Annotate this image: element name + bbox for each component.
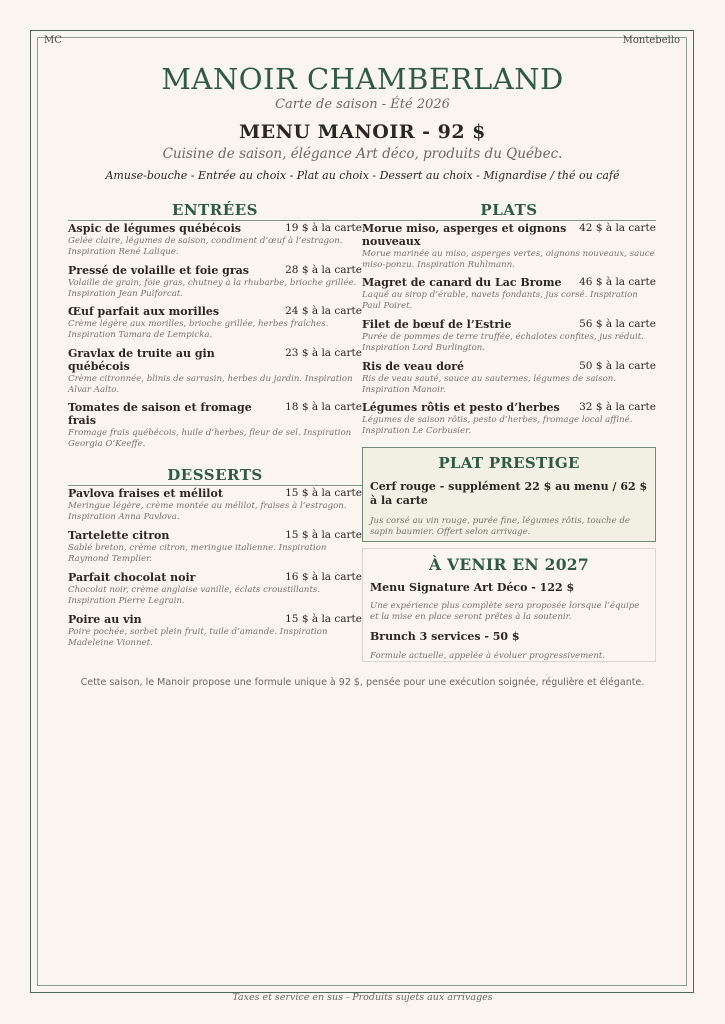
upcoming-item: Menu Signature Art Déco - 122 $	[370, 581, 575, 594]
section-heading-plats: PLATS	[362, 201, 656, 221]
item-name: Parfait chocolat noir	[68, 571, 196, 584]
course-sequence: Amuse-bouche - Entrée au choix - Plat au choix - Dessert au choix - Mignardise / thé ou café	[105, 169, 620, 182]
section-heading-entrees: ENTRÉES	[68, 201, 362, 221]
item-description: Poire pochée, sorbet plein fruit, tuile d’amande. Inspiration Madeleine Vionnet.	[68, 627, 328, 648]
section-heading-desserts: DESSERTS	[68, 466, 362, 486]
item-name: Gravlax de truite au gin québécois	[68, 347, 215, 373]
season-subtitle: Carte de saison - Été 2026	[275, 97, 450, 112]
item-description: Légumes de saison rôtis, pesto d’herbes, fromage local affiné. Inspiration Le Corbusier.	[362, 415, 633, 436]
item-price: 19 $ à la carte	[285, 222, 362, 234]
item-price: 56 $ à la carte	[579, 318, 656, 330]
item-description: Purée de pommes de terre truffée, échalotes confites, jus réduit. Inspiration Lord Burlington.	[362, 332, 644, 353]
item-description: Crème légère aux morilles, brioche grillée, herbes fraîches. Inspiration Tamara de Lempicka.	[68, 319, 329, 340]
upcoming-item: Brunch 3 services - 50 $	[370, 630, 520, 643]
item-description: Morue marinée au miso, asperges vertes, oignons nouveaux, sauce miso-ponzu. Inspiration Ruhlmann.	[362, 249, 655, 270]
item-price: 15 $ à la carte	[285, 487, 362, 499]
upcoming-heading: À VENIR EN 2027	[429, 555, 589, 574]
item-price: 50 $ à la carte	[579, 360, 656, 372]
item-price: 16 $ à la carte	[285, 571, 362, 583]
menu-item	[68, 401, 362, 450]
item-description: Chocolat noir, crème anglaise vanille, éclats croustillants. Inspiration Pierre Legrain.	[68, 585, 321, 606]
item-name: Pressé de volaille et foie gras	[68, 264, 249, 277]
item-name: Ris de veau doré	[362, 360, 465, 373]
item-price: 24 $ à la carte	[285, 305, 362, 317]
prestige-description: Jus corsé au vin rouge, purée fine, légumes rôtis, touche de sapin baumier. Offert selon arrivage.	[370, 516, 630, 537]
menu-item	[362, 222, 656, 271]
menu-item	[68, 264, 362, 300]
item-name: Œuf parfait aux morilles	[68, 305, 220, 318]
menu-tagline: Cuisine de saison, élégance Art déco, produits du Québec.	[162, 146, 563, 162]
corner-location: Montebello	[622, 35, 680, 46]
item-name: Filet de bœuf de l’Estrie	[362, 318, 512, 331]
menu-item	[362, 360, 656, 396]
upcoming-box	[362, 548, 656, 662]
item-description: Ris de veau sauté, sauce au sauternes, légumes de saison. Inspiration Manoir.	[362, 374, 617, 395]
menu-item	[68, 529, 362, 565]
item-description: Gelée claire, légumes de saison, condiment d’œuf à l’estragon. Inspiration René Lalique.	[68, 236, 343, 257]
restaurant-title: MANOIR CHAMBERLAND	[161, 62, 564, 96]
item-description: Crème citronnée, blinis de sarrasin, herbes du jardin. Inspiration Alvar Aalto.	[68, 374, 353, 395]
item-price: 46 $ à la carte	[579, 276, 656, 288]
menu-item	[68, 487, 362, 523]
item-price: 15 $ à la carte	[285, 613, 362, 625]
item-name: Pavlova fraises et mélilot	[68, 487, 223, 500]
menu-item	[68, 222, 362, 258]
prestige-box	[362, 447, 656, 542]
menu-item	[68, 305, 362, 341]
corner-monogram: MC	[44, 35, 62, 46]
item-name: Légumes rôtis et pesto d’herbes	[362, 401, 560, 414]
item-price: 42 $ à la carte	[579, 222, 656, 234]
item-name: Magret de canard du Lac Brome	[362, 276, 562, 289]
item-price: 23 $ à la carte	[285, 347, 362, 359]
upcoming-description: Une expérience plus complète sera proposée lorsque l’équipe et la mise en place seront prêtes à la soutenir.	[370, 601, 640, 622]
menu-item	[362, 318, 656, 354]
item-name: Aspic de légumes québécois	[68, 222, 241, 235]
item-name: Tomates de saison et fromage frais	[68, 401, 252, 427]
menu-item	[362, 401, 656, 437]
item-price: 15 $ à la carte	[285, 529, 362, 541]
item-price: 28 $ à la carte	[285, 264, 362, 276]
item-name: Morue miso, asperges et oignons nouveaux	[362, 222, 567, 248]
menu-item	[68, 613, 362, 649]
menu-item	[362, 276, 656, 312]
item-description: Fromage frais québécois, huile d’herbes, fleur de sel. Inspiration Georgia O’Keeffe.	[68, 428, 352, 449]
menu-item	[68, 571, 362, 607]
upcoming-description: Formule actuelle, appelée à évoluer progressivement.	[370, 651, 606, 661]
item-price: 32 $ à la carte	[579, 401, 656, 413]
menu-title: MENU MANOIR - 92 $	[239, 121, 486, 143]
item-name: Tartelette citron	[68, 529, 170, 542]
footer-note: Taxes et service en sus - Produits sujets aux arrivages	[232, 992, 493, 1003]
item-price: 18 $ à la carte	[285, 401, 362, 413]
prestige-heading: PLAT PRESTIGE	[438, 454, 580, 472]
menu-item	[68, 347, 362, 396]
closing-note: Cette saison, le Manoir propose une formule unique à 92 $, pensée pour une exécution soignée, régulière et élégante.	[80, 677, 645, 688]
item-description: Volaille de grain, foie gras, chutney à la rhubarbe, brioche grillée. Inspiration Jean Puiforcat.	[68, 278, 357, 299]
item-description: Sablé breton, crème citron, meringue italienne. Inspiration Raymond Templier.	[68, 543, 327, 564]
item-name: Poire au vin	[68, 613, 142, 626]
item-description: Laqué au sirop d’érable, navets fondants, jus corsé. Inspiration Paul Poiret.	[362, 290, 638, 311]
prestige-item: Cerf rouge - supplément 22 $ au menu / 62 $ à la carte	[370, 480, 648, 507]
item-description: Meringue légère, crème montée au mélilot, fraises à l’estragon. Inspiration Anna Pavlova.	[68, 501, 347, 522]
